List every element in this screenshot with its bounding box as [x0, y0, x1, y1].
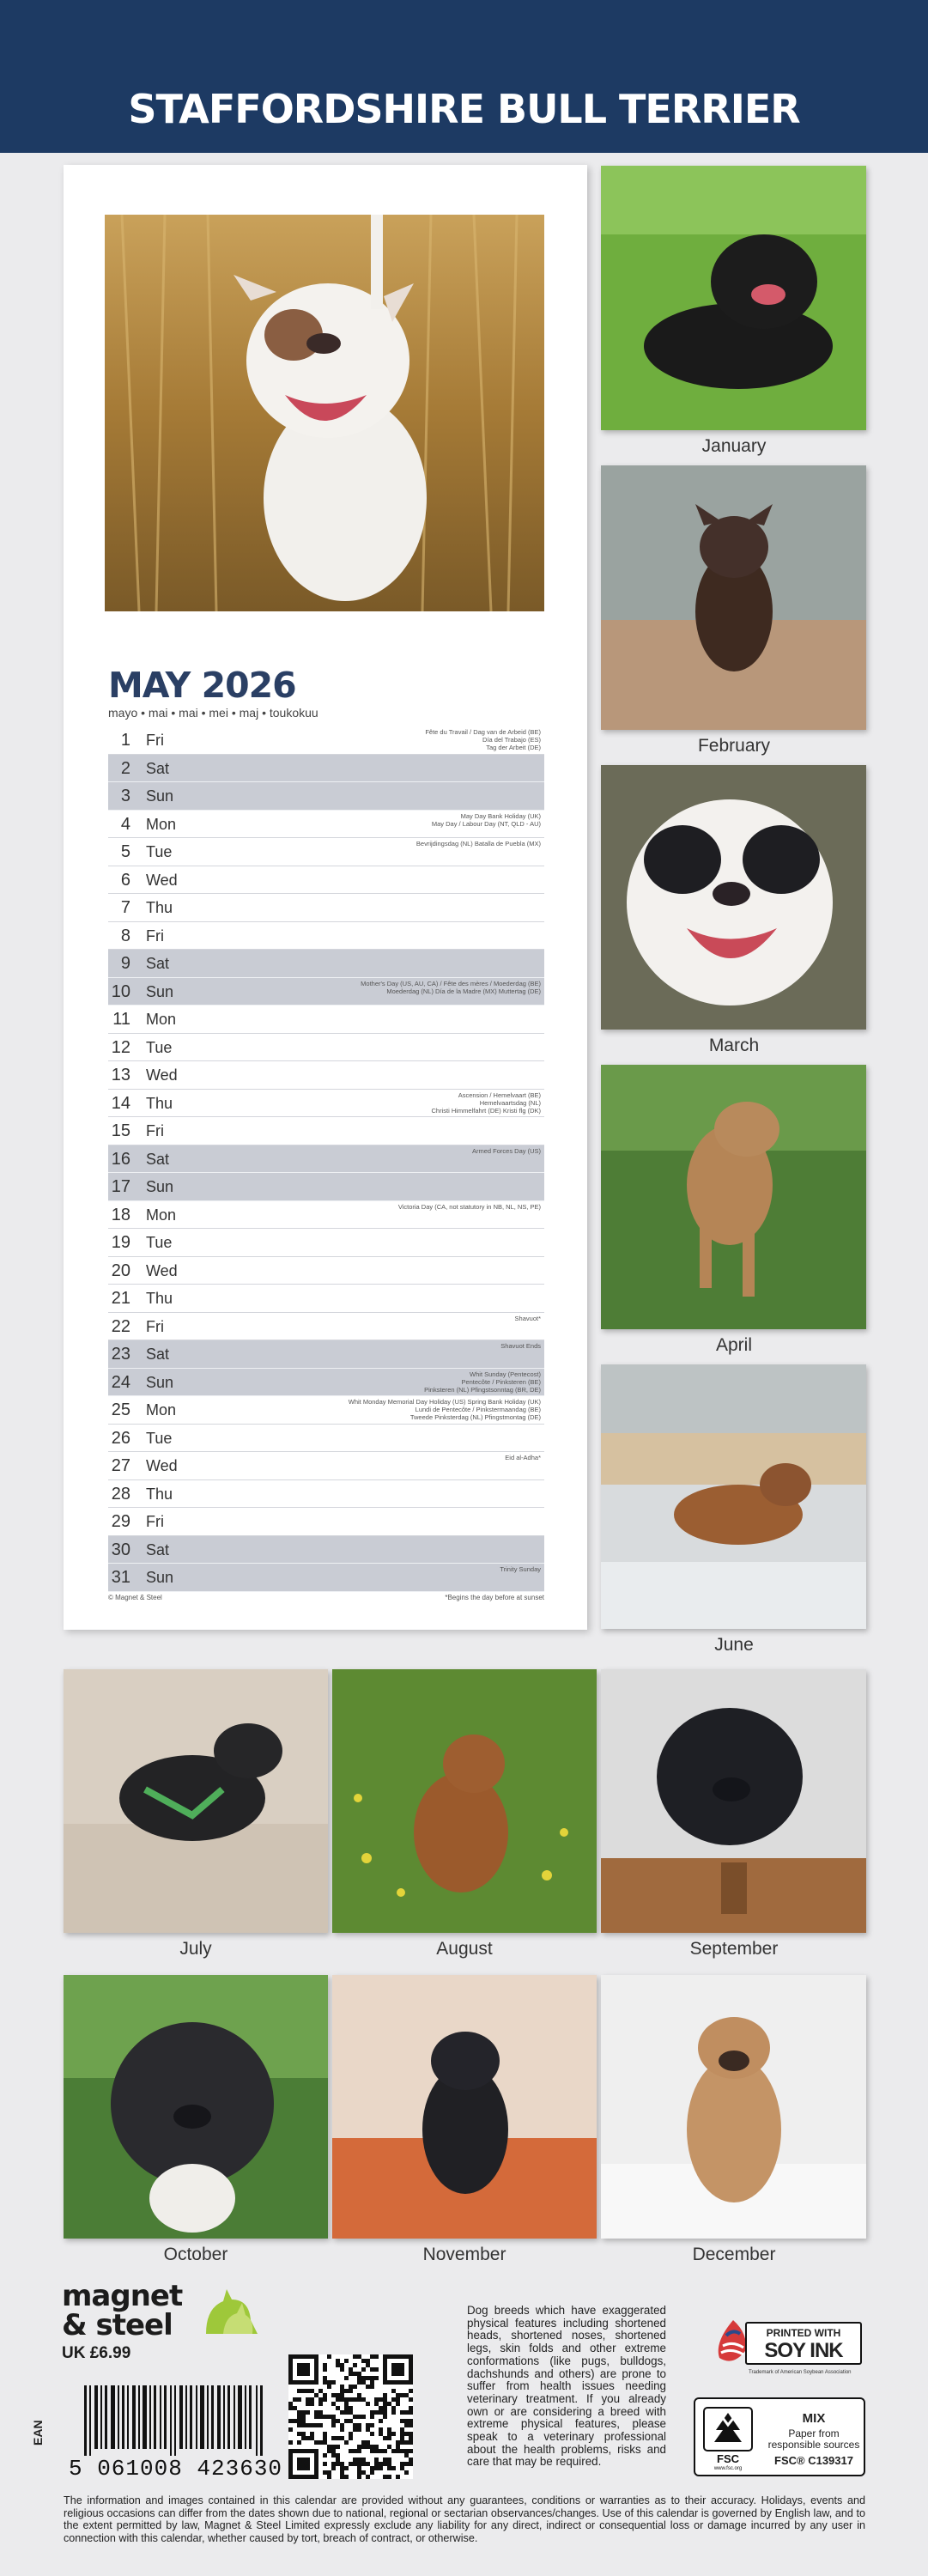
day-row: [108, 1005, 544, 1034]
day-name: Sat: [146, 1150, 170, 1168]
day-number: 27: [111, 1456, 130, 1475]
day-name: Thu: [146, 899, 173, 916]
day-row: [108, 1313, 544, 1341]
day-number: 29: [111, 1512, 130, 1531]
september-photo: [601, 1669, 866, 1933]
day-number: 13: [111, 1066, 130, 1084]
fsc-logo-text: FSC: [717, 2452, 739, 2465]
holiday-note: Trinity Sunday: [500, 1565, 541, 1573]
day-row: [108, 922, 544, 951]
day-row: [108, 1340, 544, 1369]
day-number: 12: [111, 1037, 130, 1057]
day-name: Fri: [146, 732, 164, 749]
soy-ink-logo: [711, 2317, 867, 2385]
day-name: Mon: [146, 815, 177, 833]
copyright: © Magnet & Steel: [108, 1594, 162, 1601]
day-name: Fri: [146, 1513, 164, 1530]
day-row: [108, 811, 544, 839]
day-row: [108, 1452, 544, 1480]
march-photo: [601, 765, 866, 1030]
soy-ink-badge: [745, 2322, 862, 2365]
header-banner: [0, 0, 928, 153]
fsc-logo: [694, 2397, 865, 2476]
day-number: 21: [111, 1289, 130, 1308]
day-number: 2: [120, 758, 130, 778]
day-name: Sun: [146, 982, 174, 1000]
day-row: [108, 1173, 544, 1201]
qr-code: [288, 2354, 413, 2479]
day-name: Wed: [146, 871, 178, 889]
holiday-note: Fête du Travail / Dag van de Arbeid (BE) Día del Trabajo (ES) Tag der Arbeit (DE): [425, 728, 541, 751]
month-label-january: January: [701, 436, 767, 456]
cat-dog-icon: [197, 2282, 259, 2344]
day-row: [108, 755, 544, 783]
day-number: 6: [120, 870, 130, 890]
day-row: [108, 1201, 544, 1230]
day-name: Fri: [146, 1317, 164, 1335]
holiday-note: Whit Sunday (Pentecost) Pentecôte / Pinksteren (BE) Pinksteren (NL) Pfingstsonntag (BR, DE): [424, 1370, 541, 1394]
barcode-digits: 5 061008 423630: [69, 2456, 283, 2482]
day-name: Fri: [146, 1122, 164, 1139]
day-row: [108, 1285, 544, 1313]
day-name: Tue: [146, 843, 173, 860]
day-number: 23: [111, 1345, 130, 1364]
july-photo: [64, 1669, 328, 1933]
day-number: 8: [120, 926, 130, 945]
fsc-paper: Paper from responsible sources: [767, 2427, 860, 2451]
day-number: 26: [111, 1428, 130, 1448]
month-label-february: February: [697, 736, 771, 756]
day-number: 11: [112, 1010, 130, 1029]
day-number: 14: [111, 1093, 130, 1113]
month-label-november: November: [422, 2245, 506, 2264]
holiday-note: Shavuot Ends: [500, 1342, 541, 1350]
fsc-code: FSC® C139317: [774, 2454, 853, 2467]
day-number: 1: [120, 731, 130, 750]
day-name: Sat: [146, 1346, 170, 1363]
august-photo: [332, 1669, 597, 1933]
day-name: Mon: [146, 1401, 177, 1419]
breed-health-notice: Dog breeds which have exaggerated physical features including shortened heads, shortened noses, shortened legs, skin folds and other extreme conformations (like pugs, bulldogs, dachshunds and others) are prone to suffer from health issues needing veterinary treatment. If you already own or are considering a breed with extreme physical features, please speak to a veterinary professional about the health problems, risks and care that may be required.: [467, 2304, 666, 2469]
holiday-note: Bevrijdingsdag (NL) Batalla de Puebla (MX): [415, 840, 541, 848]
day-row: [108, 1564, 544, 1592]
day-row: [108, 1034, 544, 1062]
day-name: Wed: [146, 1261, 178, 1279]
day-row: [108, 1090, 544, 1118]
month-label-march: March: [708, 1036, 760, 1055]
day-number: 24: [111, 1372, 130, 1392]
calendar-subtitle: mayo • mai • mai • mei • maj • toukokuu: [108, 706, 318, 720]
may-dog-photo: [105, 215, 544, 611]
day-number: 22: [111, 1316, 130, 1336]
day-name: Sun: [146, 1373, 174, 1391]
day-name: Thu: [146, 1290, 173, 1307]
month-label-june: June: [714, 1635, 754, 1655]
day-number: 20: [111, 1261, 130, 1280]
holiday-note: Armed Forces Day (US): [471, 1146, 541, 1155]
day-row: [108, 1396, 544, 1425]
day-number: 31: [111, 1568, 130, 1587]
day-list: [108, 726, 544, 1592]
day-row: [108, 1425, 544, 1453]
day-row: [108, 1145, 544, 1174]
day-name: Sat: [146, 759, 170, 777]
logo-text-line1: magnet: [62, 2279, 183, 2313]
day-name: Sun: [146, 1569, 174, 1586]
day-number: 4: [120, 814, 130, 834]
holiday-note: Ascension / Hemelvaart (BE) Hemelvaartsdag (NL) Christi Himmelfahrt (DE) Kristi flg (DK): [431, 1091, 541, 1115]
soy-ink-text: SOY INK: [764, 2339, 843, 2362]
day-row: [108, 838, 544, 866]
day-name: Tue: [146, 1234, 173, 1251]
day-name: Mon: [146, 1206, 177, 1224]
day-row: [108, 866, 544, 895]
holiday-note: May Day Bank Holiday (UK) May Day / Labour Day (NT, QLD - AU): [431, 811, 541, 828]
holiday-note: Eid al-Adha*: [505, 1454, 541, 1461]
legal-disclaimer: The information and images contained in this calendar are provided without any guarantees, conditions or warranties as to their accuracy. Holidays, events and religious occasions can differ from the dates shown due to national, regional or sectarian observances/changes. Use of this calendar is governed by English law, and to the extent permitted by law, Magnet & Steel Limited expressly exclude any liability for any direct, indirect or consequential loss or damage incurred by any user in connection with this calendar, whether caused by tort, breach of contract, or otherwise.: [64, 2494, 865, 2544]
day-number: 10: [111, 981, 130, 1001]
day-row: [108, 978, 544, 1006]
day-name: Mon: [146, 1011, 177, 1028]
day-number: 16: [111, 1149, 130, 1169]
day-row: [108, 1061, 544, 1090]
sunset-note: *Begins the day before at sunset: [445, 1594, 544, 1601]
day-name: Sun: [146, 787, 174, 805]
day-row: [108, 726, 544, 755]
day-row: [108, 1257, 544, 1285]
day-name: Tue: [146, 1038, 173, 1056]
day-number: 7: [120, 898, 130, 917]
month-label-december: December: [692, 2245, 776, 2264]
month-label-august: August: [436, 1939, 493, 1959]
day-name: Sun: [146, 1178, 174, 1195]
day-name: Fri: [146, 927, 164, 945]
february-photo: [601, 465, 866, 730]
day-number: 28: [111, 1484, 130, 1504]
fsc-mix: MIX: [802, 2411, 826, 2426]
day-name: Wed: [146, 1457, 178, 1474]
calendar-title: MAY 2026: [108, 665, 296, 706]
day-row: [108, 1536, 544, 1564]
holiday-note: Shavuot*: [514, 1314, 541, 1322]
december-photo: [601, 1975, 866, 2239]
day-number: 25: [111, 1400, 130, 1419]
april-photo: [601, 1065, 866, 1329]
holiday-note: Victoria Day (CA, not statutory in NB, NL, NS, PE): [397, 1202, 541, 1211]
november-photo: [332, 1975, 597, 2239]
day-row: [108, 1229, 544, 1257]
day-number: 9: [120, 954, 130, 973]
soy-trademark: Trademark of American Soybean Association: [749, 2370, 852, 2375]
day-number: 17: [111, 1177, 130, 1196]
logo-text-line2: & steel: [62, 2308, 173, 2342]
month-label-october: October: [163, 2245, 228, 2264]
barcode: [84, 2385, 263, 2456]
month-label-september: September: [689, 1939, 779, 1959]
fsc-url: www.fsc.org: [713, 2466, 743, 2471]
soy-printed-with: PRINTED WITH: [766, 2327, 841, 2339]
day-number: 30: [111, 1540, 130, 1559]
day-row: [108, 1508, 544, 1536]
day-row: [108, 894, 544, 922]
day-number: 15: [111, 1121, 130, 1140]
day-number: 3: [120, 787, 130, 805]
day-name: Thu: [146, 1094, 173, 1112]
day-number: 18: [111, 1205, 130, 1224]
ean-label: EAN: [31, 2420, 45, 2445]
month-label-april: April: [715, 1335, 752, 1355]
day-row: [108, 950, 544, 978]
day-row: [108, 782, 544, 811]
fsc-tree-icon: [702, 2406, 754, 2471]
january-photo: [601, 166, 866, 430]
price: UK £6.99: [62, 2344, 131, 2362]
october-photo: [64, 1975, 328, 2239]
day-name: Sat: [146, 1540, 170, 1558]
day-name: Sat: [146, 955, 170, 972]
holiday-note: Whit Monday Memorial Day Holiday (US) Spring Bank Holiday (UK) Lundi de Pentecôte / Pinkstermaandag (BE) Tweede Pinksterdag (NL) Pfingstmontag (DE): [348, 1398, 541, 1421]
day-row: [108, 1369, 544, 1397]
day-row: [108, 1480, 544, 1509]
day-number: 19: [111, 1233, 130, 1252]
month-label-july: July: [179, 1939, 212, 1959]
day-number: 5: [120, 842, 130, 861]
page-title: STAFFORDSHIRE BULL TERRIER: [128, 86, 800, 132]
june-photo: [601, 1364, 866, 1629]
day-name: Tue: [146, 1429, 173, 1447]
day-name: Thu: [146, 1485, 173, 1503]
holiday-note: Mother's Day (US, AU, CA) / Fête des mères / Moederdag (BE) Moederdag (NL) Día de la Madre (MX) Muttertag (DE): [361, 979, 541, 995]
calendar-page: [64, 165, 587, 1630]
day-row: [108, 1117, 544, 1145]
day-name: Wed: [146, 1066, 178, 1084]
